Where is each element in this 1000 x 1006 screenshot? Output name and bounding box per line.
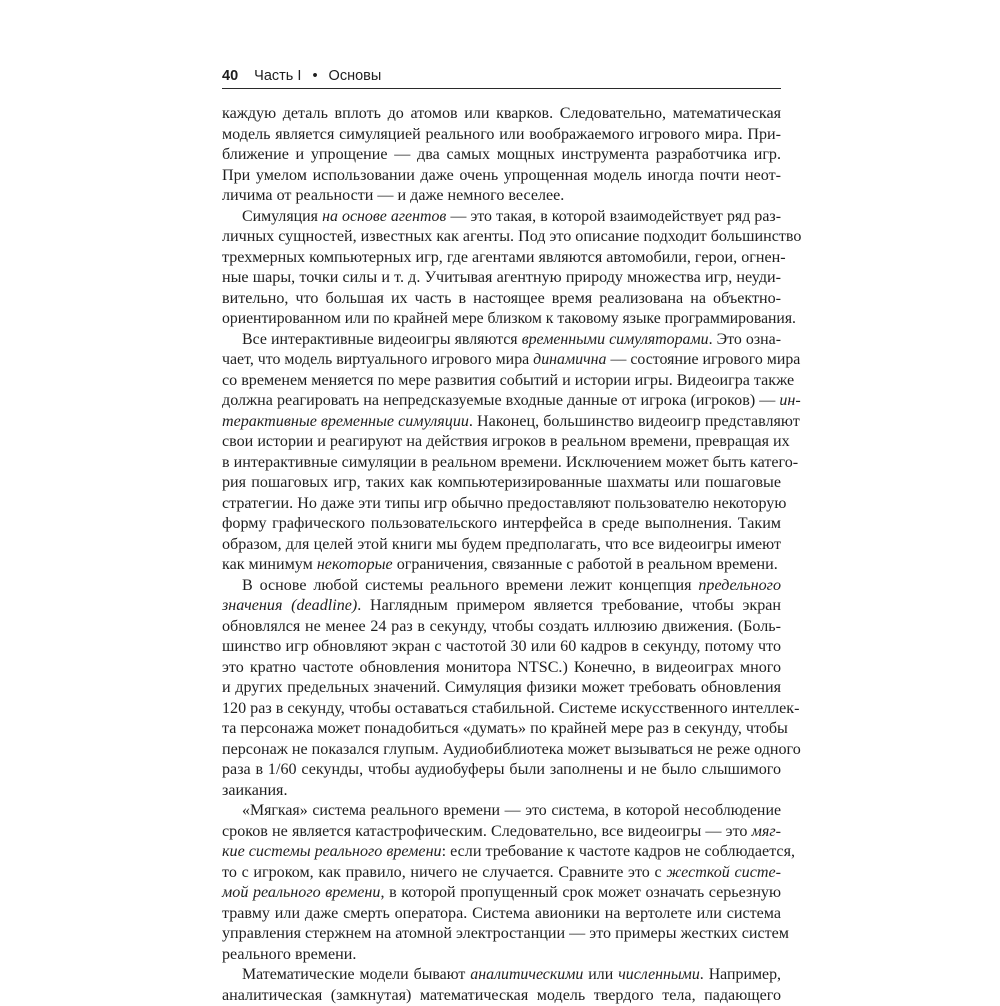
text-segment: модель является симуляцией реального или воображаемого игрового мира. При- (222, 126, 781, 143)
text-line (222, 104, 781, 125)
section-title: Основы (329, 68, 382, 84)
italic-term: предельного (698, 577, 781, 594)
text-line (222, 248, 781, 269)
text-line (222, 350, 781, 371)
text-segment: . Наглядным примером является требование, чтобы экран (357, 597, 781, 614)
header-separator: • (312, 68, 317, 84)
text-segment: то с игроком, как правило, ничего не случается. Сравните это с (222, 864, 666, 881)
text-line (222, 883, 781, 904)
text-segment: реального времени. (222, 946, 356, 963)
italic-term: терактивные временные симуляции (222, 413, 469, 430)
text-line (222, 145, 781, 166)
text-segment: ные шары, точки силы и т. д. Учитывая агентную природу множества игр, неуди- (222, 269, 781, 286)
text-segment: трехмерных компьютерных игр, где агентами являются автомобили, герои, огнен- (222, 249, 786, 266)
text-line (222, 924, 781, 945)
text-segment: — это такая, в которой взаимодействует ряд раз- (446, 208, 781, 225)
text-line (222, 986, 781, 1006)
text-line (222, 740, 781, 761)
text-line (222, 863, 781, 884)
text-line (222, 186, 781, 207)
text-line (222, 637, 781, 658)
text-segment: управления стержнем на атомной электростанции — это примеры жестких систем (222, 925, 789, 942)
italic-term: мой реального времени (222, 884, 380, 901)
text-line (222, 719, 781, 740)
text-line (222, 391, 781, 412)
text-line (222, 842, 781, 863)
text-segment: личима от реальности — и даже немного веселее. (222, 187, 564, 204)
text-segment: чает, что модель виртуального игрового мира (222, 351, 533, 368)
text-line (222, 596, 781, 617)
text-line (222, 658, 781, 679)
text-segment: . Наконец, большинство видеоигр представляют (469, 413, 800, 430)
text-segment: шинство игр обновляют экран с частотой 30 или 60 кадров в секунду, потому что (222, 638, 781, 655)
text-line (222, 699, 781, 720)
text-line (222, 289, 781, 310)
text-segment: личных сущностей, известных как агенты. Под это описание подходит большинство (222, 228, 801, 245)
text-line (222, 432, 781, 453)
text-segment: Все интерактивные видеоигры являются (242, 331, 522, 348)
text-segment: со временем меняется по мере развития событий и истории игры. Видеоигра также (222, 372, 794, 389)
text-line (222, 494, 781, 515)
text-line (222, 166, 781, 187)
text-segment: заикания. (222, 782, 287, 799)
italic-term: некоторые (317, 556, 393, 573)
text-line (222, 801, 781, 822)
text-line (222, 822, 781, 843)
text-segment: аналитическая (замкнутая) математическая модель твердого тела, падающего (222, 987, 781, 1004)
text-segment: : если требование к частоте кадров не соблюдается, (442, 843, 795, 860)
text-line (222, 268, 781, 289)
text-line (222, 330, 781, 351)
text-segment: образом, для целей этой книги мы будем предполагать, что все видеоигры имеют (222, 536, 781, 553)
text-segment: травму или даже смерть оператора. Система авионики на вертолете или система (222, 905, 781, 922)
text-segment: та персонажа может понадобиться «думать» по крайней мере раз в секунду, чтобы (222, 720, 788, 737)
text-line (222, 309, 781, 330)
text-segment: 120 раз в секунду, чтобы оставаться стабильной. Системе искусственного интеллек- (222, 700, 799, 717)
text-segment: персонаж не показался глупым. Аудиобиблиотека может вызываться не реже одного (222, 741, 801, 758)
text-segment: раза в 1/60 секунды, чтобы аудиобуферы были заполнены и не было слышимого (222, 761, 781, 778)
text-segment: обновлялся не менее 24 раз в секунду, чтобы создать иллюзию движения. (Боль- (222, 618, 781, 635)
text-segment: , в которой пропущенный срок может означать серьезную (380, 884, 781, 901)
text-segment: это кратно частоте обновления монитора NTSC.) Конечно, в видеоиграх много (222, 659, 781, 676)
text-segment: каждую деталь вплоть до атомов или кварков. Следовательно, математическая (222, 105, 781, 122)
text-segment: и других предельных значений. Симуляция физики может требовать обновления (222, 679, 781, 696)
italic-term: кие системы реального времени (222, 843, 442, 860)
text-line (222, 412, 781, 433)
text-segment: в интерактивные симуляции в реальном времени. Исключением может быть катего- (222, 454, 798, 471)
text-segment: свои истории и реагируют на действия игроков в реальном времени, превращая их (222, 433, 790, 450)
italic-term: мяг- (752, 823, 781, 840)
text-segment: как минимум (222, 556, 317, 573)
text-line (222, 965, 781, 986)
body-text (222, 104, 781, 1006)
text-segment: ближение и упрощение — два самых мощных инструмента разработчика игр. (222, 146, 781, 163)
page-number: 40 (222, 68, 238, 84)
text-line (222, 555, 781, 576)
text-segment: ориентированном или по крайней мере близком к таковому языке программирования. (222, 310, 796, 327)
italic-term: жесткой систе- (666, 864, 781, 881)
italic-term: значения (deadline) (222, 597, 357, 614)
text-line (222, 473, 781, 494)
text-segment: . Это озна- (709, 331, 781, 348)
text-segment: Математические модели бывают (242, 966, 470, 983)
text-line (222, 125, 781, 146)
text-line (222, 453, 781, 474)
text-segment: вительно, что большая их часть в настоящее время реализована на объектно- (222, 290, 781, 307)
text-segment: стратегии. Но даже эти типы игр обычно предоставляют пользователю некоторую (222, 495, 786, 512)
italic-term: временными симуляторами (522, 331, 709, 348)
text-line (222, 678, 781, 699)
text-segment: При умелом использовании даже очень упрощенная модель иногда почти неот- (222, 167, 781, 184)
text-line (222, 576, 781, 597)
text-segment: «Мягкая» система реального времени — это система, в которой несоблюдение (242, 802, 781, 819)
italic-term: динамична (533, 351, 606, 368)
text-segment: Симуляция (242, 208, 322, 225)
text-segment: . Например, (700, 966, 781, 983)
part-label: Часть I (254, 68, 301, 84)
italic-term: численными (618, 966, 700, 983)
text-line (222, 227, 781, 248)
italic-term: аналитическими (470, 966, 583, 983)
text-line (222, 371, 781, 392)
text-segment: сроков не является катастрофическим. Следовательно, все видеоигры — это (222, 823, 752, 840)
text-segment: ограничения, связанные с работой в реальном времени. (393, 556, 778, 573)
text-segment: форму графического пользовательского интерфейса в среде выполнения. Таким (222, 515, 781, 532)
text-segment: — состояние игрового мира (606, 351, 800, 368)
italic-term: ин- (779, 392, 800, 409)
text-line (222, 535, 781, 556)
italic-term: на основе агентов (322, 208, 446, 225)
text-line (222, 207, 781, 228)
text-line (222, 781, 781, 802)
text-line (222, 904, 781, 925)
running-header (222, 66, 781, 89)
text-line (222, 617, 781, 638)
text-line (222, 760, 781, 781)
text-segment: рия пошаговых игр, таких как компьютеризированные шахматы или пошаговые (222, 474, 781, 491)
text-segment: или (583, 966, 618, 983)
text-segment: В основе любой системы реального времени лежит концепция (242, 577, 698, 594)
text-line (222, 514, 781, 535)
text-segment: должна реагировать на непредсказуемые входные данные от игрока (игроков) — (222, 392, 779, 409)
text-line (222, 945, 781, 966)
